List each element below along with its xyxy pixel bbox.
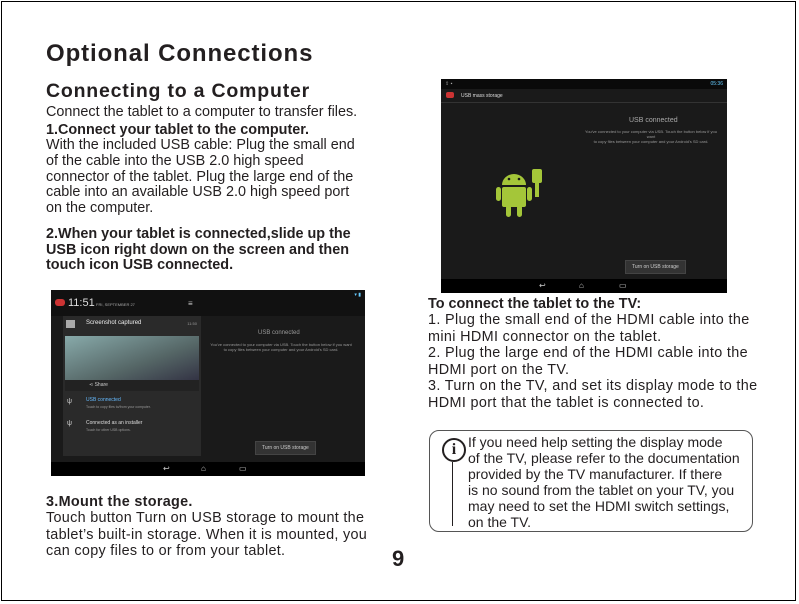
tv-line: 2. Plug the large end of the HDMI cable into the — [428, 345, 748, 361]
notif-time: 11:50 — [187, 321, 197, 326]
turn-on-usb-storage-button[interactable]: Turn on USB storage — [625, 260, 686, 274]
step1-heading: 1.Connect your tablet to the computer. — [46, 122, 310, 138]
usb-notif-sub: Touch to copy files to/from your computer. — [86, 405, 151, 409]
step2-line: 2.When your tablet is connected,slide up the — [46, 226, 351, 242]
step3-line: tablet’s built-in storage. When it is mounted, you — [46, 526, 368, 543]
installer-notif-sub: Touch for other USB options. — [86, 428, 131, 432]
bg-usb-title: USB connected — [258, 330, 300, 336]
step1-line: cable into an available USB 2.0 high speed port — [46, 184, 350, 201]
info-line: If you need help setting the display mode — [468, 434, 723, 450]
share-button[interactable]: ⋖ Share — [89, 382, 108, 388]
info-divider — [452, 462, 453, 526]
step3-heading: 3.Mount the storage. — [46, 494, 193, 510]
notification-header — [51, 290, 365, 316]
usb-app-icon — [446, 92, 454, 98]
info-line: on the TV. — [468, 514, 532, 530]
step1-line: connector of the tablet. Plug the large end of the — [46, 168, 354, 185]
usb-title: USB connected — [629, 117, 678, 124]
intro-text: Connect the tablet to a computer to transfer files. — [46, 104, 358, 120]
notification-screenshot — [51, 290, 365, 476]
bg-turn-on-usb-button[interactable]: Turn on USB storage — [255, 441, 316, 455]
clock: 11:51 — [68, 297, 95, 309]
step2-line: touch icon USB connected. — [46, 257, 234, 274]
tv-line: 1. Plug the small end of the HDMI cable into the — [428, 312, 750, 328]
tv-line: HDMI port on the TV. — [428, 361, 570, 378]
wifi-icon: ▾ ▮ — [354, 292, 361, 298]
step1-line: on the computer. — [46, 200, 154, 217]
usb-storage-screenshot — [441, 79, 727, 293]
step2-block — [46, 227, 376, 274]
usb-app-icon — [55, 299, 65, 306]
step2-line: USB icon right down on the screen and then — [46, 241, 350, 258]
section-heading: Connecting to a Computer — [46, 80, 311, 102]
nav-bar — [441, 279, 727, 293]
info-text — [468, 434, 754, 530]
bg-usb-description: You've connected to your computer via USB. Touch the button below if you want to copy files between your computer and your Android's SD card. — [210, 342, 352, 352]
usb-description: You've connected to your computer via USB. Touch the button below if you want to copy files between your computer and your Android's SD card. — [585, 129, 717, 144]
usb-icon: ψ — [67, 420, 72, 427]
android-usb-icon — [496, 167, 546, 219]
step1-line: of the cable into the USB 2.0 high speed — [46, 152, 304, 169]
date: FRI, SEPTEMBER 27 — [96, 302, 135, 307]
status-bar — [441, 79, 727, 89]
clear-notifications-icon[interactable]: ≡ — [188, 299, 193, 308]
screenshot-preview — [65, 336, 199, 380]
tv-line: HDMI port that the tablet is connected to. — [428, 394, 705, 411]
step3-block — [46, 494, 386, 560]
home-icon[interactable]: ⌂ — [201, 464, 206, 473]
usb-header: USB mass storage — [461, 93, 503, 99]
page-number: 9 — [392, 546, 405, 571]
step3-line: Touch button Turn on USB storage to mount the — [46, 510, 365, 526]
step1-block — [46, 122, 376, 217]
tv-line: 3. Turn on the TV, and set its display mode to the — [428, 378, 758, 394]
status-clock: 05:36 — [710, 81, 723, 87]
notification-panel — [63, 316, 201, 456]
tv-block — [428, 296, 768, 411]
nav-bar — [51, 462, 365, 476]
back-icon[interactable]: ↩ — [163, 464, 170, 473]
screenshot-notif-title[interactable]: Screenshot captured — [86, 320, 142, 326]
recent-apps-icon[interactable]: ▭ — [239, 464, 247, 473]
recent-apps-icon[interactable]: ▭ — [619, 281, 627, 290]
tv-heading: To connect the tablet to the TV: — [428, 296, 642, 312]
tv-line: mini HDMI connector on the tablet. — [428, 328, 662, 345]
installer-notif-title[interactable]: Connected as an installer — [86, 420, 143, 426]
info-box — [429, 430, 753, 532]
back-icon[interactable]: ↩ — [539, 281, 546, 290]
usb-notif-title[interactable]: USB connected — [86, 397, 121, 403]
home-icon[interactable]: ⌂ — [579, 281, 584, 290]
step3-line: can copy files to or from your tablet. — [46, 543, 286, 559]
info-line: may need to set the HDMI switch settings, — [468, 498, 730, 514]
info-line: provided by the TV manufacturer. If there — [468, 466, 723, 482]
page-title: Optional Connections — [46, 40, 314, 67]
info-icon: i — [442, 438, 466, 462]
info-line: is no sound from the tablet on your TV, you — [468, 482, 735, 498]
usb-icon: ψ — [67, 398, 72, 405]
info-line: of the TV, please refer to the documentation — [468, 450, 740, 466]
step1-line: With the included USB cable: Plug the small end — [46, 137, 355, 153]
notification-icon: ⇪ ▪ — [445, 81, 453, 87]
